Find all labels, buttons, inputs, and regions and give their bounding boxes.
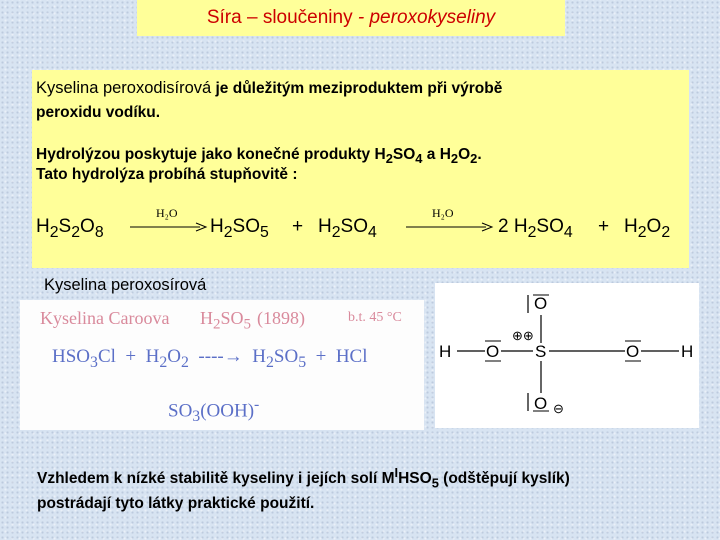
bottom-line-2: postrádají tyto látky praktické použití.: [37, 495, 315, 513]
t: SO: [168, 400, 193, 422]
t: O: [167, 346, 181, 367]
sub: 5: [431, 475, 439, 491]
sub: 2: [71, 223, 81, 241]
intro-panel: [32, 70, 689, 294]
t: O: [646, 216, 662, 237]
sub: 4: [415, 151, 423, 167]
charge-plus-plus: ⊕⊕: [512, 328, 534, 343]
t: Vzhledem k nízké stabilitě kyseliny i jejích solí M: [37, 470, 395, 488]
acid-name: Kyselina peroxodisírová: [36, 79, 212, 97]
t: H: [210, 216, 224, 237]
atom-o-top: O: [534, 294, 548, 313]
sub: 2: [181, 353, 189, 371]
t: HSO: [52, 346, 91, 367]
atom-o-left: O: [486, 342, 500, 361]
text: SO: [392, 146, 416, 163]
atom-o-right: O: [626, 342, 640, 361]
text: O: [458, 146, 471, 163]
t: +: [125, 346, 137, 367]
sub: 2: [223, 223, 233, 241]
eq-reactant: [36, 216, 104, 242]
atom-h-right: H: [681, 342, 694, 361]
t: H: [36, 216, 50, 237]
structure-diagram: [435, 283, 699, 428]
sub: 2: [49, 223, 59, 241]
sub: 2: [450, 151, 459, 167]
caroova-name: Kyselina Caroova: [40, 308, 170, 328]
sub: 5: [260, 223, 269, 241]
slide-title: [137, 0, 565, 36]
sub: 5: [243, 316, 252, 333]
t: O: [80, 216, 95, 237]
caroova-anion: [168, 396, 259, 426]
t: H: [200, 308, 213, 328]
t: Cl: [97, 346, 116, 367]
charge-minus: ⊖: [553, 401, 564, 416]
atom-o-bottom: O: [534, 394, 548, 413]
arrow-2-label: H₂O: [432, 206, 454, 220]
t: HCl: [335, 346, 368, 367]
caroova-formula: [200, 308, 251, 334]
arrow-1-label: H₂O: [156, 206, 178, 220]
t: SO: [536, 216, 564, 237]
eq-product-1: [210, 216, 269, 242]
subheading-peroxosirova: Kyselina peroxosírová: [44, 276, 207, 294]
panel-line-4: Tato hydrolýza probíhá stupňovitě :: [36, 166, 298, 183]
caroova-year: (1898): [257, 308, 305, 328]
sub: 2: [527, 223, 537, 241]
caroova-reaction: [52, 346, 368, 372]
t: SO: [220, 308, 244, 328]
atom-h-left: H: [439, 342, 452, 361]
eq-plus-2: +: [598, 216, 610, 237]
title-main: Síra – sloučeniny: [206, 7, 353, 28]
title-sub: - peroxokyseliny: [357, 7, 496, 28]
eq-product-3: [498, 216, 573, 242]
atom-s: S: [535, 342, 547, 361]
t: H: [252, 346, 266, 367]
t: ----→: [198, 346, 243, 367]
eq-plus-1: +: [292, 216, 304, 237]
t: SO: [273, 346, 299, 367]
t: SO: [340, 216, 368, 237]
sub: 3: [90, 353, 98, 371]
eq-product-4: [624, 216, 670, 242]
sub: 2: [470, 151, 478, 167]
t: (odštěpují kyslík): [438, 470, 570, 488]
sub: 4: [368, 223, 377, 241]
panel-line-2: peroxidu vodíku.: [36, 104, 161, 121]
sub: 3: [192, 408, 201, 426]
panel-line-1-rest: je důležitým meziproduktem při výrobě: [215, 80, 503, 97]
t: SO: [232, 216, 260, 237]
t: H: [624, 216, 638, 237]
sub: 2: [661, 223, 671, 241]
t: 2: [498, 216, 509, 237]
sub: 2: [385, 151, 393, 167]
t: S: [58, 216, 72, 237]
t: (OOH): [200, 400, 255, 422]
structure-svg: [435, 283, 699, 428]
sub: 2: [159, 353, 168, 371]
t: +: [315, 346, 327, 367]
sup: I: [394, 465, 399, 480]
reaction-arrow-1: [130, 222, 208, 232]
reaction-arrow-2: [406, 222, 494, 232]
sup: -: [254, 396, 260, 413]
sub: 2: [331, 223, 341, 241]
bottom-text: [37, 462, 570, 514]
sub: 5: [298, 353, 307, 371]
sub: 8: [94, 223, 104, 241]
sub: 2: [213, 316, 221, 333]
panel-line-3-text: Hydrolýzou poskytuje jako konečné produkty H: [36, 146, 386, 163]
caroova-box: [20, 300, 424, 430]
bottom-line-1: [37, 462, 570, 493]
sub: 2: [265, 353, 274, 371]
t: H: [318, 216, 332, 237]
caroova-boiling-point: b.t. 45 °C: [348, 310, 402, 325]
panel-line-1: [36, 78, 502, 99]
t: HSO: [398, 470, 432, 488]
eq-product-2: [318, 216, 377, 242]
sub: 4: [563, 223, 573, 241]
t: H: [513, 216, 528, 237]
text: .: [477, 146, 482, 163]
sub: 2: [637, 223, 647, 241]
text: a H: [422, 146, 451, 163]
t: H: [145, 346, 160, 367]
